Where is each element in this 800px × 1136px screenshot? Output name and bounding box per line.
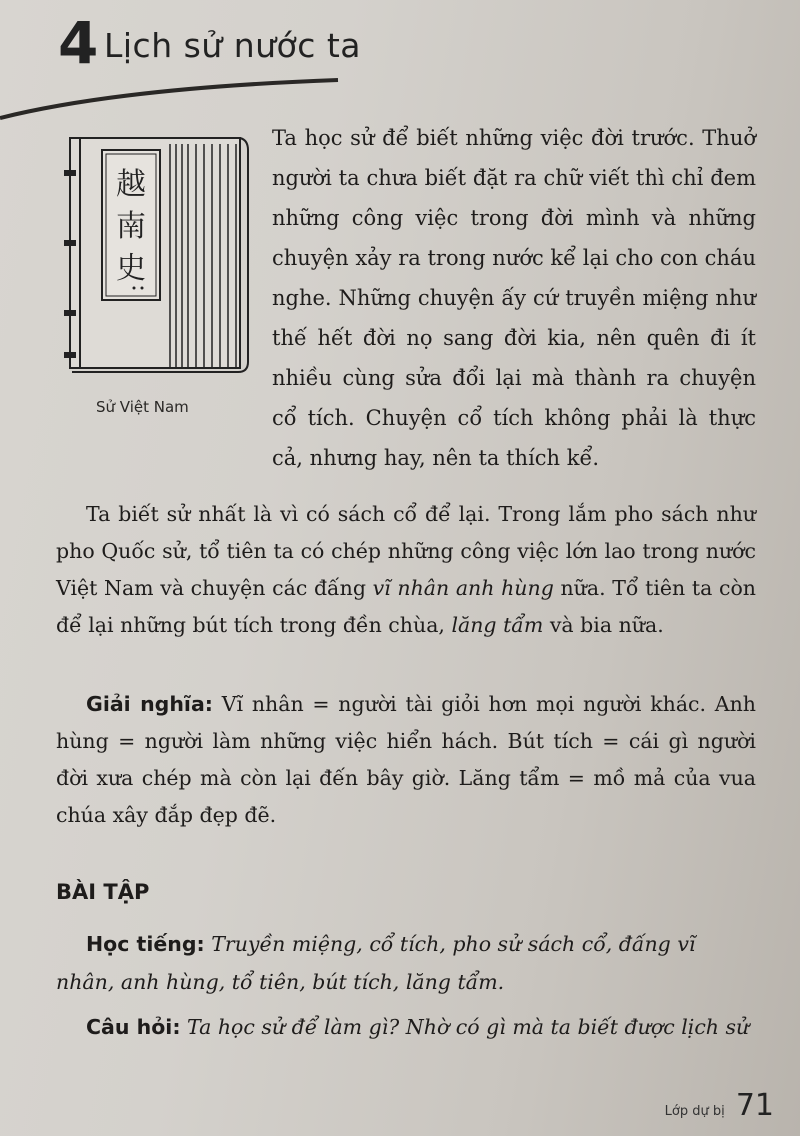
exercises-title: BÀI TẬP (56, 880, 150, 904)
question-text: Ta học sử để làm gì? Nhờ có gì mà ta biết được lịch sử (180, 1015, 750, 1039)
paragraph-sources-part1: Ta biết sử nhất là vì có sách cổ để lại. Trong lắm pho sách như pho Quốc sử, tổ tiên ta có chép những công việc lớn lao trong nước Việt Nam và chuyện các đấng (56, 502, 756, 600)
paragraph-sources (56, 496, 756, 644)
footer-label: Lớp dự bị (664, 1104, 725, 1119)
chapter-number: 4 (58, 9, 99, 77)
question-exercise (56, 1008, 756, 1046)
glossary-paragraph (56, 686, 756, 834)
figure-caption: Sử Việt Nam (96, 398, 189, 416)
paragraph-sources-part2: nữa. Tổ tiên ta còn để lại những bút tích trong đền chùa, (56, 576, 756, 637)
glossary-label: Giải nghĩa: (86, 692, 213, 716)
term-lang-tam: lăng tẩm (451, 613, 544, 637)
term-vi-nhan-anh-hung: vĩ nhân anh hùng (372, 576, 554, 600)
book-illustration (62, 130, 252, 390)
vocab-text: Truyền miệng, cổ tích, pho sử sách cổ, đấng vĩ nhân, anh hùng, tổ tiên, bút tích, lăng tẩm. (56, 932, 696, 994)
glossary-text: Vĩ nhân = người tài giỏi hơn mọi người khác. Anh hùng = người làm những việc hiển hách. Bút tích = cái gì người đời xưa chép mà còn lại đến bây giờ. Lăng tẩm = mồ mả của vua chúa xây đắp đẹp đẽ. (56, 692, 756, 827)
paragraph-sources-part3: và bia nữa. (543, 613, 664, 637)
vocab-label: Học tiếng: (86, 932, 205, 956)
page-footer (665, 1088, 774, 1123)
book-title-char-2: 南 (116, 209, 146, 244)
question-label: Câu hỏi: (86, 1015, 181, 1039)
vocab-exercise (56, 925, 756, 1001)
book-title-char-1: 越 (116, 167, 146, 202)
intro-paragraph: Ta học sử để biết những việc đời trước. Thuở người ta chưa biết đặt ra chữ viết thì chỉ đem những công việc trong đời mình và những chuyện xảy ra trong nước kể lại cho con cháu nghe. Những chuyện ấy cứ truyền miệng như thế hết đời nọ sang đời kia, nên quên đi ít nhiều cùng sửa đổi lại mà thành ra chuyện cổ tích. Chuyện cổ tích không phải là thực cả, nhưng hay, nên ta thích kể. (272, 126, 756, 470)
chapter-header (0, 0, 800, 120)
page-number: 71 (735, 1088, 774, 1123)
book-title-char-3: 史 (116, 251, 146, 286)
chapter-title: Lịch sử nước ta (104, 26, 362, 65)
